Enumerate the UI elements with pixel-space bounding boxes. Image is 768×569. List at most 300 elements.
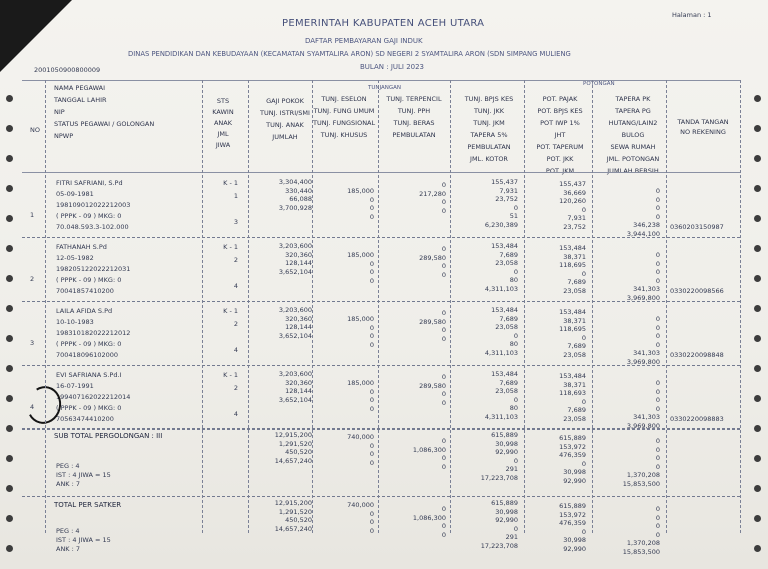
header-line: JML bbox=[217, 130, 229, 138]
gaji-cell: 3,652,104 bbox=[278, 267, 312, 276]
page-number: Halaman : 1 bbox=[672, 11, 712, 19]
tunjangan-cell: 291 bbox=[505, 533, 518, 542]
tunjangan-cell: 4,311,103 bbox=[484, 285, 518, 293]
perforation-hole bbox=[6, 545, 13, 552]
employee-field: ( PPPK - 09 ) MKG: 0 bbox=[56, 404, 122, 412]
total-label: TOTAL PER SATKER bbox=[54, 501, 122, 509]
potongan-cell: 0 bbox=[655, 276, 660, 285]
tunjangan-cell: 0 bbox=[441, 198, 446, 207]
potongan-cell: 153,484 bbox=[559, 244, 586, 252]
gaji-cell: 3,700,928 bbox=[278, 203, 312, 212]
column-divider bbox=[202, 80, 203, 533]
header-line: TUNJ. BERAS bbox=[393, 119, 435, 127]
column-divider bbox=[666, 80, 667, 533]
perforation-hole bbox=[754, 365, 761, 372]
potongan-cell: 92,990 bbox=[563, 545, 586, 553]
subtotal-ank: ANK : 7 bbox=[56, 480, 81, 488]
potongan-cell: 3,969,800 bbox=[626, 294, 660, 302]
tunjangan-cell: 0 bbox=[513, 203, 518, 212]
perforation-hole bbox=[6, 155, 13, 162]
column-divider bbox=[248, 80, 249, 533]
marital-field: 2 bbox=[233, 320, 238, 328]
marital-field: 4 bbox=[233, 410, 238, 418]
marital-field: K - 1 bbox=[223, 307, 238, 315]
perforation-hole bbox=[754, 215, 761, 222]
potongan-cell: 476,359 bbox=[559, 451, 586, 460]
tunjangan-cell: 0 bbox=[513, 267, 518, 276]
tunjangan-cell: 0 bbox=[441, 326, 446, 335]
potongan-cell: 0 bbox=[655, 268, 660, 277]
potongan-cell: 0 bbox=[655, 454, 660, 463]
tunjangan-cell: 153,484 bbox=[491, 370, 518, 378]
marital-field: 1 bbox=[233, 192, 238, 200]
header-line: POT. JKK bbox=[546, 155, 574, 163]
marital-field: 2 bbox=[233, 256, 238, 264]
potongan-cell: 153,972 bbox=[559, 510, 586, 519]
header-line: TUNJ. ESELON bbox=[321, 95, 367, 103]
perforation-hole bbox=[6, 215, 13, 222]
tunjangan-cell: 0 bbox=[369, 396, 374, 405]
row-divider bbox=[22, 496, 740, 497]
tunjangan-cell: 740,000 bbox=[347, 433, 374, 441]
perforation-hole bbox=[6, 515, 13, 522]
perforation-hole bbox=[754, 395, 761, 402]
gaji-cell: 14,657,240 bbox=[274, 456, 312, 465]
perforation-hole bbox=[754, 245, 761, 252]
header-line: TUNJ. PPH bbox=[397, 107, 431, 115]
potongan-cell: 0 bbox=[655, 212, 660, 221]
perforation-holes-right bbox=[754, 0, 764, 569]
gaji-cell: 128,144 bbox=[285, 387, 312, 396]
tunjangan-cell: 17,223,708 bbox=[480, 542, 518, 550]
column-divider bbox=[740, 80, 741, 533]
potongan-cell: 7,689 bbox=[567, 342, 586, 351]
tunjangan-cell: 0 bbox=[441, 522, 446, 531]
potongan-cell: 118,695 bbox=[559, 261, 586, 270]
perforation-hole bbox=[754, 515, 761, 522]
potongan-cell: 23,058 bbox=[563, 287, 586, 295]
tunjangan-cell: 23,058 bbox=[495, 387, 518, 396]
header-line: JML. KOTOR bbox=[470, 155, 508, 163]
potongan-cell: 118,695 bbox=[559, 325, 586, 334]
potongan-cell: 341,303 bbox=[633, 413, 660, 422]
group-potongan: POTONGAN bbox=[583, 81, 615, 87]
tunjangan-cell: 80 bbox=[509, 404, 518, 413]
row-number: 1 bbox=[30, 211, 35, 219]
header-line: TUNJ. ANAK bbox=[266, 121, 304, 129]
header-line: TUNJ. FUNG UMUM bbox=[313, 107, 375, 115]
potongan-cell: 120,260 bbox=[559, 197, 586, 206]
potongan-cell: 92,990 bbox=[563, 477, 586, 485]
perforation-hole bbox=[754, 155, 761, 162]
potongan-cell: 346,238 bbox=[633, 221, 660, 230]
employee-field: LAILA AFIDA S.Pd bbox=[56, 307, 113, 315]
tunjangan-cell: 0 bbox=[441, 437, 446, 445]
potongan-cell: 7,689 bbox=[567, 278, 586, 287]
column-divider bbox=[312, 80, 313, 533]
tunjangan-cell: 0 bbox=[369, 332, 374, 341]
header-line: STS bbox=[216, 97, 230, 105]
tunjangan-cell: 0 bbox=[441, 206, 446, 215]
total-ank: ANK : 7 bbox=[56, 545, 81, 553]
employee-field: 70.048.593.3-102.000 bbox=[56, 223, 129, 231]
tunjangan-cell: 80 bbox=[509, 340, 518, 349]
perforation-hole bbox=[754, 485, 761, 492]
marital-field: K - 1 bbox=[223, 243, 238, 251]
gaji-cell: 3,203,600 bbox=[278, 306, 312, 314]
tunjangan-cell: 0 bbox=[369, 323, 374, 332]
perforation-hole bbox=[6, 275, 13, 282]
marital-field: 3 bbox=[233, 218, 238, 226]
marital-field: 2 bbox=[233, 384, 238, 392]
tunjangan-cell: 155,437 bbox=[491, 178, 518, 186]
gaji-cell: 12,915,200 bbox=[274, 431, 312, 439]
potongan-cell: 0 bbox=[655, 204, 660, 213]
tunjangan-cell: 0 bbox=[513, 331, 518, 340]
gaji-cell: 128,144 bbox=[285, 259, 312, 268]
employee-field: FITRI SAFRIANI, S.Pd bbox=[56, 179, 123, 187]
perforation-hole bbox=[6, 335, 13, 342]
perforation-hole bbox=[754, 185, 761, 192]
employee-field: FATHANAH S.Pd bbox=[56, 243, 107, 251]
potongan-cell: 0 bbox=[655, 505, 660, 513]
perforation-hole bbox=[754, 455, 761, 462]
tunjangan-cell: 291 bbox=[505, 465, 518, 474]
marital-field: 4 bbox=[233, 282, 238, 290]
employee-field: 70041857410200 bbox=[56, 287, 114, 295]
header-line: TUNJ. JKK bbox=[473, 107, 505, 115]
potongan-cell: 30,998 bbox=[563, 468, 586, 477]
tunjangan-cell: 0 bbox=[369, 195, 374, 204]
header-line: POT. PAJAK bbox=[542, 95, 578, 103]
perforation-hole bbox=[6, 365, 13, 372]
employee-field: 199407162022212014 bbox=[56, 393, 131, 401]
tunjangan-cell: 23,058 bbox=[495, 259, 518, 268]
row-divider bbox=[22, 365, 740, 366]
perforation-hole bbox=[6, 485, 13, 492]
marital-field: 4 bbox=[233, 346, 238, 354]
gaji-cell: 14,657,240 bbox=[274, 524, 312, 533]
subtotal-ist: IST : 4 JIWA = 15 bbox=[56, 471, 111, 479]
tunjangan-cell: 80 bbox=[509, 276, 518, 285]
tunjangan-cell: 4,311,103 bbox=[484, 349, 518, 357]
tunjangan-cell: 0 bbox=[441, 530, 446, 539]
header-line: BULOG bbox=[621, 131, 645, 139]
column-divider bbox=[45, 80, 46, 533]
employee-field: 16-07-1991 bbox=[56, 382, 94, 390]
gaji-cell: 3,203,600 bbox=[278, 370, 312, 378]
document-number: 2001050900800009 bbox=[34, 66, 101, 74]
potongan-cell: 0 bbox=[655, 396, 660, 405]
header-line: TUNJ. FUNGSIONAL bbox=[313, 119, 376, 127]
tunjangan-cell: 0 bbox=[513, 456, 518, 465]
potongan-cell: 615,889 bbox=[559, 502, 586, 510]
tunjangan-cell: 92,990 bbox=[495, 448, 518, 457]
gaji-cell: 3,652,104 bbox=[278, 331, 312, 340]
potongan-cell: 341,303 bbox=[633, 349, 660, 358]
row-number: 3 bbox=[30, 339, 35, 347]
tunjangan-cell: 1,086,300 bbox=[412, 445, 446, 454]
potongan-cell: 38,371 bbox=[563, 252, 586, 261]
tunjangan-cell: 0 bbox=[441, 181, 446, 189]
potongan-cell: 153,972 bbox=[559, 442, 586, 451]
perforation-hole bbox=[6, 305, 13, 312]
tunjangan-cell: 0 bbox=[369, 509, 374, 518]
potongan-cell: 0 bbox=[655, 195, 660, 204]
col-no: NO bbox=[30, 126, 40, 134]
tunjangan-cell: 153,484 bbox=[491, 306, 518, 314]
perforation-hole bbox=[6, 395, 13, 402]
potongan-cell: 0 bbox=[655, 251, 660, 259]
potongan-cell: 3,944,100 bbox=[626, 230, 660, 238]
tunjangan-cell: 740,000 bbox=[347, 501, 374, 509]
tunjangan-cell: 0 bbox=[369, 204, 374, 213]
potongan-cell: 0 bbox=[655, 379, 660, 387]
gaji-cell: 66,088 bbox=[289, 195, 312, 204]
potongan-cell: 0 bbox=[655, 462, 660, 471]
employee-field: 12-05-1982 bbox=[56, 254, 94, 262]
tunjangan-cell: 0 bbox=[369, 441, 374, 450]
tunjangan-cell: 185,000 bbox=[347, 187, 374, 195]
potongan-cell: 118,693 bbox=[559, 389, 586, 398]
tunjangan-cell: 0 bbox=[441, 309, 446, 317]
tunjangan-cell: 0 bbox=[441, 390, 446, 399]
perforation-hole bbox=[754, 335, 761, 342]
perforation-hole bbox=[6, 455, 13, 462]
subtotal-label: SUB TOTAL PERGOLONGAN : III bbox=[54, 432, 163, 440]
tunjangan-cell: 289,580 bbox=[419, 317, 446, 326]
header-line: TUNJ. TERPENCIL bbox=[386, 95, 442, 103]
perforation-hole bbox=[6, 425, 13, 432]
tunjangan-cell: 0 bbox=[369, 259, 374, 268]
potongan-cell: 0 bbox=[581, 269, 586, 278]
employee-field: 05-09-1981 bbox=[56, 190, 94, 198]
header-line: JIWA bbox=[215, 141, 231, 149]
gaji-cell: 450,520 bbox=[285, 448, 312, 457]
row-number: 2 bbox=[30, 275, 35, 283]
row-number: 4 bbox=[30, 403, 35, 411]
tunjangan-cell: 30,998 bbox=[495, 507, 518, 516]
header-line: PEMBULATAN bbox=[392, 131, 436, 139]
gaji-cell: 320,360 bbox=[285, 314, 312, 323]
tunjangan-cell: 6,230,389 bbox=[484, 221, 518, 229]
perforation-hole bbox=[754, 305, 761, 312]
potongan-cell: 15,853,500 bbox=[622, 548, 660, 556]
header-line: POT IWP 1% bbox=[540, 119, 580, 127]
column-divider bbox=[524, 80, 525, 533]
marital-field: K - 1 bbox=[223, 371, 238, 379]
header-line: TAPERA 5% bbox=[470, 131, 508, 139]
agency-line: DINAS PENDIDIKAN DAN KEBUDAYAAN (KECAMATAN SYAMTALIRA ARON) SD NEGERI 2 SYAMTALIRA ARON (SDN SIMPANG MULIENG bbox=[128, 50, 571, 58]
header-line: POT. TAPERUM bbox=[536, 143, 584, 151]
employee-field: 198205122022212031 bbox=[56, 265, 131, 273]
row-divider bbox=[22, 428, 740, 429]
employee-field: 700418096102000 bbox=[56, 351, 119, 359]
column-divider bbox=[378, 80, 379, 533]
tunjangan-cell: 30,998 bbox=[495, 439, 518, 448]
potongan-cell: 0 bbox=[581, 205, 586, 214]
tunjangan-cell: 4,311,103 bbox=[484, 413, 518, 421]
header-line: TAPERA PK bbox=[615, 95, 651, 103]
potongan-cell: 0 bbox=[655, 387, 660, 396]
tunjangan-cell: 289,580 bbox=[419, 381, 446, 390]
potongan-cell: 0 bbox=[655, 445, 660, 454]
tunjangan-cell: 0 bbox=[369, 387, 374, 396]
potongan-cell: 30,998 bbox=[563, 536, 586, 545]
gaji-cell: 1,291,520 bbox=[278, 507, 312, 516]
gaji-cell: 3,652,104 bbox=[278, 395, 312, 404]
potongan-cell: 38,371 bbox=[563, 380, 586, 389]
header-line: SEWA RUMAH bbox=[610, 143, 656, 151]
tunjangan-cell: 0 bbox=[369, 340, 374, 349]
tunjangan-cell: 0 bbox=[441, 398, 446, 407]
header-line: TUNJ. BPJS KES bbox=[464, 95, 514, 103]
tunjangan-cell: 23,752 bbox=[495, 195, 518, 204]
header-line: GAJI POKOK bbox=[266, 97, 304, 105]
marital-field: K - 1 bbox=[223, 179, 238, 187]
group-tunjangan: TUNJANGAN bbox=[368, 85, 402, 91]
employee-field: ( PPPK - 09 ) MKG: 0 bbox=[56, 340, 122, 348]
potongan-cell: 1,370,208 bbox=[626, 471, 660, 480]
tunjangan-cell: 0 bbox=[441, 454, 446, 463]
header-line: TANDA TANGAN bbox=[677, 118, 729, 126]
tunjangan-cell: 0 bbox=[441, 462, 446, 471]
header-line: TAPERA PG bbox=[615, 107, 651, 115]
potongan-cell: 23,058 bbox=[563, 351, 586, 359]
tunjangan-cell: 0 bbox=[441, 270, 446, 279]
tunjangan-cell: 0 bbox=[369, 458, 374, 467]
gaji-cell: 128,144 bbox=[285, 323, 312, 332]
header-line: PEMBULATAN bbox=[467, 143, 511, 151]
header-line: TUNJ. KHUSUS bbox=[320, 131, 368, 139]
tunjangan-cell: 0 bbox=[441, 373, 446, 381]
gaji-cell: 320,360 bbox=[285, 378, 312, 387]
employee-field: 198109012022212003 bbox=[56, 201, 131, 209]
potongan-cell: 3,969,800 bbox=[626, 422, 660, 430]
tunjangan-cell: 0 bbox=[369, 212, 374, 221]
perforation-hole bbox=[6, 245, 13, 252]
payroll-sheet: PEMERINTAH KABUPATEN ACEH UTARA DAFTAR PEMBAYARAN GAJI INDUK DINAS PENDIDIKAN DAN KEBUDAYAAN (KECAMATAN SYAMTALIRA ARON) SD NEGERI 2 SYAMTALIRA ARON (SDN SIMPANG MULIENG BULAN : JULI 2023 Halaman : 1 2001050900800009 NO NAMA PEGAWAI TANGGAL LAHIR NIP STATUS PEGAWAI / GOLONGAN NPWP STS KAWIN ANAK JML JIWA GAJI POKOK TUNJ. ISTRI/SMI TUNJ. ANAK JUMLAH TUNJ. ESELON TUNJ. FUNG UMUM TUNJ. FUNGSIONAL TUNJ. KHUSUS TUNJ. TERPENCIL TUNJ. PPH TUNJ. BERAS PEMBULATAN TUNJ. BPJS KES TUNJ. JKK TUNJ. JKM TAPERA 5% PEMBULATAN JML. KOTOR TUNJANGAN POTONGAN POT. PAJAK POT. BPJS KES POT IWP 1% JHT POT. TAPERUM POT. JKK POT. JKM TAPERA PK TAPERA PG HUTANG/LAIN2 BULOG SEWA RUMAH JML. POTONGAN JUMLAH BERSIH TANDA TANGAN NO REKENING 1 FITRI SAFRIANI, S.Pd 05-09-1981 198109012022212003 ( PPPK - 09 ) MKG: 0 70.048.593.3-102.000 K - 1 1 3 3,304,400 330,440 66,088 3,700,928 185,000 0 0 0 0 217,280 0 0 155,437 7,931 23,752 0 51 6,230,389 155,437 36,669 120,260 0 7,931 23,752 0 0 0 0 346,238 3,944,100 0360203150987 2 FATHANAH S.Pd 12-05-1982 198205122022212031 ( PPPK - 09 ) MKG: 0 70041857410200 K - 1 2 4 3,203,600 320,360 128,144 3,652,104 185,000 0 0 0 0 289,580 0 0 153,484 7,689 23,058 0 80 4,311,103 153,484 38,371 118,695 0 7,689 23,058 0 0 0 0 341,303 3,969,800 0330220098566 3 LAILA AFIDA S.Pd 10-10-1983 198310182022212012 ( PPPK - 09 ) MKG: 0 700418096102000 K - 1 2 4 3,203,600 320,360 128,144 3,652,104 185,000 0 0 0 0 289,580 0 0 153,484 7,689 23,058 0 80 4,311,103 153,484 38,371 118,695 0 7,689 23,058 0 0 0 0 341,303 3,969,800 0330220098848 4 EVI SAFRIANA S.Pd.I 16-07-1991 199407162022212014 ( PPPK - 09 ) MKG: 0 70563474410200 K - 1 2 4 3,203,600 320,360 128,144 3,652,104 185,000 0 0 0 0 289,580 0 0 153,484 7,689 23,058 0 80 4,311,103 153,484 38,371 118,693 0 7,689 23,058 0 0 0 0 341,303 3,969,800 0330220098883 SUB TOTAL PERGOLONGAN : III PEG : 4 IST : 4 JIWA = 15 ANK : 7 12,915,200 1,291,520 450,520 14,657,240 740,000 0 0 0 0 1,086,300 0 0 615,889 30,998 92,990 0 291 17,223,708 615,889 153,972 476,359 0 30,998 92,990 0 0 0 0 1,370,208 15,853,500 TOTAL PER SATKER PEG : 4 IST : 4 JIWA = 15 ANK : 7 12,915,200 1,291,520 450,520 14,657,240 740,000 0 0 0 0 1,086,300 0 0 615,889 30,998 92,990 0 291 17,223,708 615,889 153,972 476,359 0 30,998 92,990 0 0 0 0 1,370,208 15,853,500 bbox=[0, 0, 768, 569]
tunjangan-cell: 0 bbox=[369, 404, 374, 413]
header-line: JML. POTONGAN bbox=[606, 155, 660, 163]
gaji-cell: 1,291,520 bbox=[278, 439, 312, 448]
tunjangan-cell: 0 bbox=[513, 395, 518, 404]
tunjangan-cell: 217,280 bbox=[419, 189, 446, 198]
potongan-cell: 0 bbox=[655, 404, 660, 413]
potongan-cell: 23,752 bbox=[563, 223, 586, 231]
header-line: POT. BPJS KES bbox=[537, 107, 583, 115]
tunjangan-cell: 23,058 bbox=[495, 323, 518, 332]
account-number: 0360203150987 bbox=[670, 223, 724, 231]
header-line: TUNJ. ISTRI/SMI bbox=[260, 109, 310, 117]
row-divider bbox=[22, 237, 740, 238]
potongan-cell: 0 bbox=[581, 397, 586, 406]
tunjangan-cell: 0 bbox=[369, 518, 374, 527]
potongan-cell: 38,371 bbox=[563, 316, 586, 325]
gaji-cell: 320,360 bbox=[285, 250, 312, 259]
potongan-cell: 153,484 bbox=[559, 308, 586, 316]
potongan-cell: 0 bbox=[655, 437, 660, 445]
employee-field: ( PPPK - 09 ) MKG: 0 bbox=[56, 276, 122, 284]
tunjangan-cell: 0 bbox=[441, 245, 446, 253]
header-line: JUMLAH bbox=[272, 133, 298, 141]
potongan-cell: 0 bbox=[655, 340, 660, 349]
perforation-holes-left bbox=[6, 0, 16, 569]
gaji-cell: 3,203,600 bbox=[278, 242, 312, 250]
subtotal-peg: PEG : 4 bbox=[56, 462, 80, 470]
header-line: JHT bbox=[554, 131, 566, 139]
header-line: KAWIN bbox=[212, 108, 234, 116]
potongan-cell: 476,359 bbox=[559, 519, 586, 528]
employee-field: 10-10-1983 bbox=[56, 318, 94, 326]
potongan-cell: 0 bbox=[581, 459, 586, 468]
tunjangan-cell: 185,000 bbox=[347, 251, 374, 259]
potongan-cell: 36,669 bbox=[563, 188, 586, 197]
row-divider bbox=[22, 80, 740, 81]
perforation-hole bbox=[6, 185, 13, 192]
tunjangan-cell: 0 bbox=[441, 505, 446, 513]
tunjangan-cell: 17,223,708 bbox=[480, 474, 518, 482]
gaji-cell: 450,520 bbox=[285, 516, 312, 525]
document-title: PEMERINTAH KABUPATEN ACEH UTARA bbox=[282, 18, 485, 29]
potongan-cell: 3,969,800 bbox=[626, 358, 660, 366]
potongan-cell: 0 bbox=[581, 527, 586, 536]
employee-field: ( PPPK - 09 ) MKG: 0 bbox=[56, 212, 122, 220]
tunjangan-cell: 615,889 bbox=[491, 431, 518, 439]
header-line: POT. JKM bbox=[545, 167, 575, 175]
total-ist: IST : 4 JIWA = 15 bbox=[56, 536, 111, 544]
tunjangan-cell: 0 bbox=[369, 276, 374, 285]
account-number: 0330220098566 bbox=[670, 287, 724, 295]
header-line: NO REKENING bbox=[680, 128, 726, 136]
column-divider bbox=[592, 80, 593, 533]
row-divider bbox=[22, 172, 740, 173]
potongan-cell: 7,689 bbox=[567, 406, 586, 415]
employee-field: 70563474410200 bbox=[56, 415, 114, 423]
potongan-cell: 615,889 bbox=[559, 434, 586, 442]
tunjangan-cell: 185,000 bbox=[347, 315, 374, 323]
account-number: 0330220098848 bbox=[670, 351, 724, 359]
header-line: JUMLAH BERSIH bbox=[607, 167, 659, 175]
tunjangan-cell: 0 bbox=[441, 262, 446, 271]
perforation-hole bbox=[6, 95, 13, 102]
row-divider bbox=[22, 301, 740, 302]
perforation-hole bbox=[754, 275, 761, 282]
potongan-cell: 155,437 bbox=[559, 180, 586, 188]
tunjangan-cell: 7,689 bbox=[499, 250, 518, 259]
potongan-cell: 23,058 bbox=[563, 415, 586, 423]
potongan-cell: 0 bbox=[655, 323, 660, 332]
tunjangan-cell: 0 bbox=[369, 450, 374, 459]
tunjangan-cell: 289,580 bbox=[419, 253, 446, 262]
tunjangan-cell: 153,484 bbox=[491, 242, 518, 250]
tunjangan-cell: 0 bbox=[369, 526, 374, 535]
potongan-cell: 341,303 bbox=[633, 285, 660, 294]
potongan-cell: 0 bbox=[655, 513, 660, 522]
tunjangan-cell: 1,086,300 bbox=[412, 513, 446, 522]
header-line: HUTANG/LAIN2 bbox=[608, 119, 658, 127]
account-number: 0330220098883 bbox=[670, 415, 724, 423]
tunjangan-cell: 0 bbox=[369, 268, 374, 277]
row-divider bbox=[22, 429, 740, 430]
tunjangan-cell: 0 bbox=[441, 334, 446, 343]
document-subtitle: DAFTAR PEMBAYARAN GAJI INDUK bbox=[305, 37, 423, 45]
potongan-cell: 1,370,208 bbox=[626, 539, 660, 548]
gaji-cell: 330,440 bbox=[285, 186, 312, 195]
employee-field: 198310182022212012 bbox=[56, 329, 131, 337]
potongan-cell: 0 bbox=[655, 187, 660, 195]
tunjangan-cell: 7,689 bbox=[499, 378, 518, 387]
